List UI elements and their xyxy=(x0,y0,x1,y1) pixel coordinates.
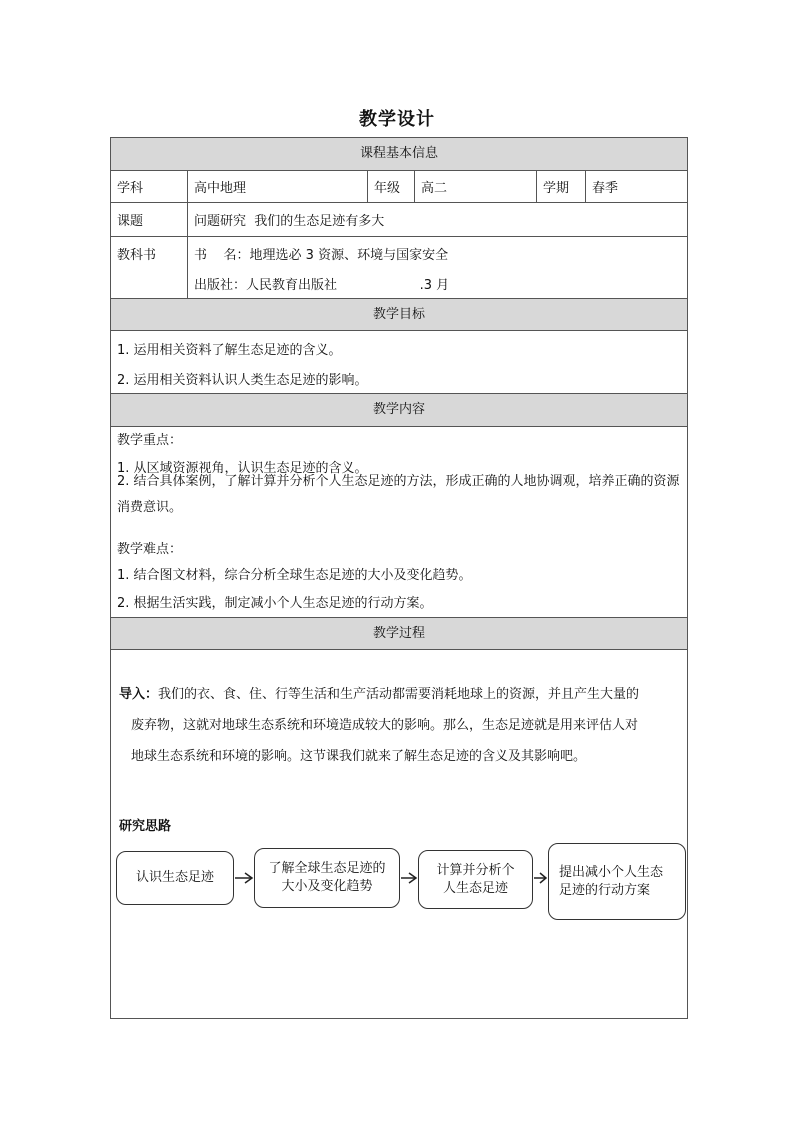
research-route-title: 研究思路 xyxy=(119,819,172,834)
objective-item: 2. 运用相关资料认识人类生态足迹的影响。 xyxy=(117,373,368,388)
term-value: 春季 xyxy=(585,171,688,202)
grade-value: 高二 xyxy=(414,171,536,202)
process-header: 教学过程 xyxy=(111,618,687,650)
topic-row xyxy=(111,203,687,237)
key-point-item: 1. 从区域资源视角，认识生态足迹的含义。 xyxy=(117,461,368,476)
difficult-point-item: 1. 结合图文材料，综合分析全球生态足迹的大小及变化趋势。 xyxy=(117,568,472,583)
document-title: 教学设计 xyxy=(359,109,435,130)
objectives-header: 教学目标 xyxy=(111,299,687,331)
arrow-right-icon xyxy=(234,871,254,885)
subject-row xyxy=(111,171,687,203)
flow-step-1: 认识生态足迹 xyxy=(116,851,234,905)
arrow-right-icon xyxy=(400,871,418,885)
topic-label: 课题 xyxy=(117,214,144,229)
subject-value: 高中地理 xyxy=(187,171,367,202)
difficult-points-label: 教学难点： xyxy=(117,542,183,557)
content-header: 教学内容 xyxy=(111,394,687,427)
objectives-body xyxy=(111,331,687,394)
key-point-item: 2. 结合具体案例，了解计算并分析个人生态足迹的方法，形成正确的人地协调观，培养正确的资源消费意识。 xyxy=(117,474,680,515)
objective-item: 1. 运用相关资料了解生态足迹的含义。 xyxy=(117,343,342,358)
process-body xyxy=(111,650,687,1018)
key-points-label: 教学重点： xyxy=(117,433,183,448)
intro-paragraph xyxy=(119,679,685,772)
intro-line: 我们的衣、食、住、行等生活和生产活动都需要消耗地球上的资源，并且产生大量的 xyxy=(158,687,640,702)
flow-step-4: 提出减小个人生态足迹的行动方案 xyxy=(548,843,686,920)
content-body xyxy=(111,427,687,618)
textbook-label: 教科书 xyxy=(117,248,157,263)
textbook-row xyxy=(111,237,687,299)
grade-label: 年级 xyxy=(367,171,414,202)
flow-step-2: 了解全球生态足迹的大小及变化趋势 xyxy=(254,848,400,908)
intro-line: 废弃物，这就对地球生态系统和环境造成较大的影响。那么，生态足迹就是用来评估人对 xyxy=(131,718,639,733)
term-label: 学期 xyxy=(536,171,585,202)
intro-label: 导入： xyxy=(119,687,159,702)
textbook-publisher: 出版社：人民教育出版社 .3 月 xyxy=(194,278,450,293)
arrow-right-icon xyxy=(533,871,548,885)
textbook-info xyxy=(187,237,688,298)
difficult-point-item: 2. 根据生活实践，制定减小个人生态足迹的行动方案。 xyxy=(117,596,433,611)
basic-info-header: 课程基本信息 xyxy=(111,138,687,171)
intro-line: 地球生态系统和环境的影响。这节课我们就来了解生态足迹的含义及其影响吧。 xyxy=(131,749,587,764)
textbook-name: 书 名：地理选必 3 资源、环境与国家安全 xyxy=(194,248,449,263)
topic-value: 问题研究 我们的生态足迹有多大 xyxy=(187,203,688,236)
flow-step-3: 计算并分析个人生态足迹 xyxy=(418,850,533,909)
lesson-plan-table xyxy=(110,137,688,1019)
subject-label: 学科 xyxy=(117,181,144,196)
